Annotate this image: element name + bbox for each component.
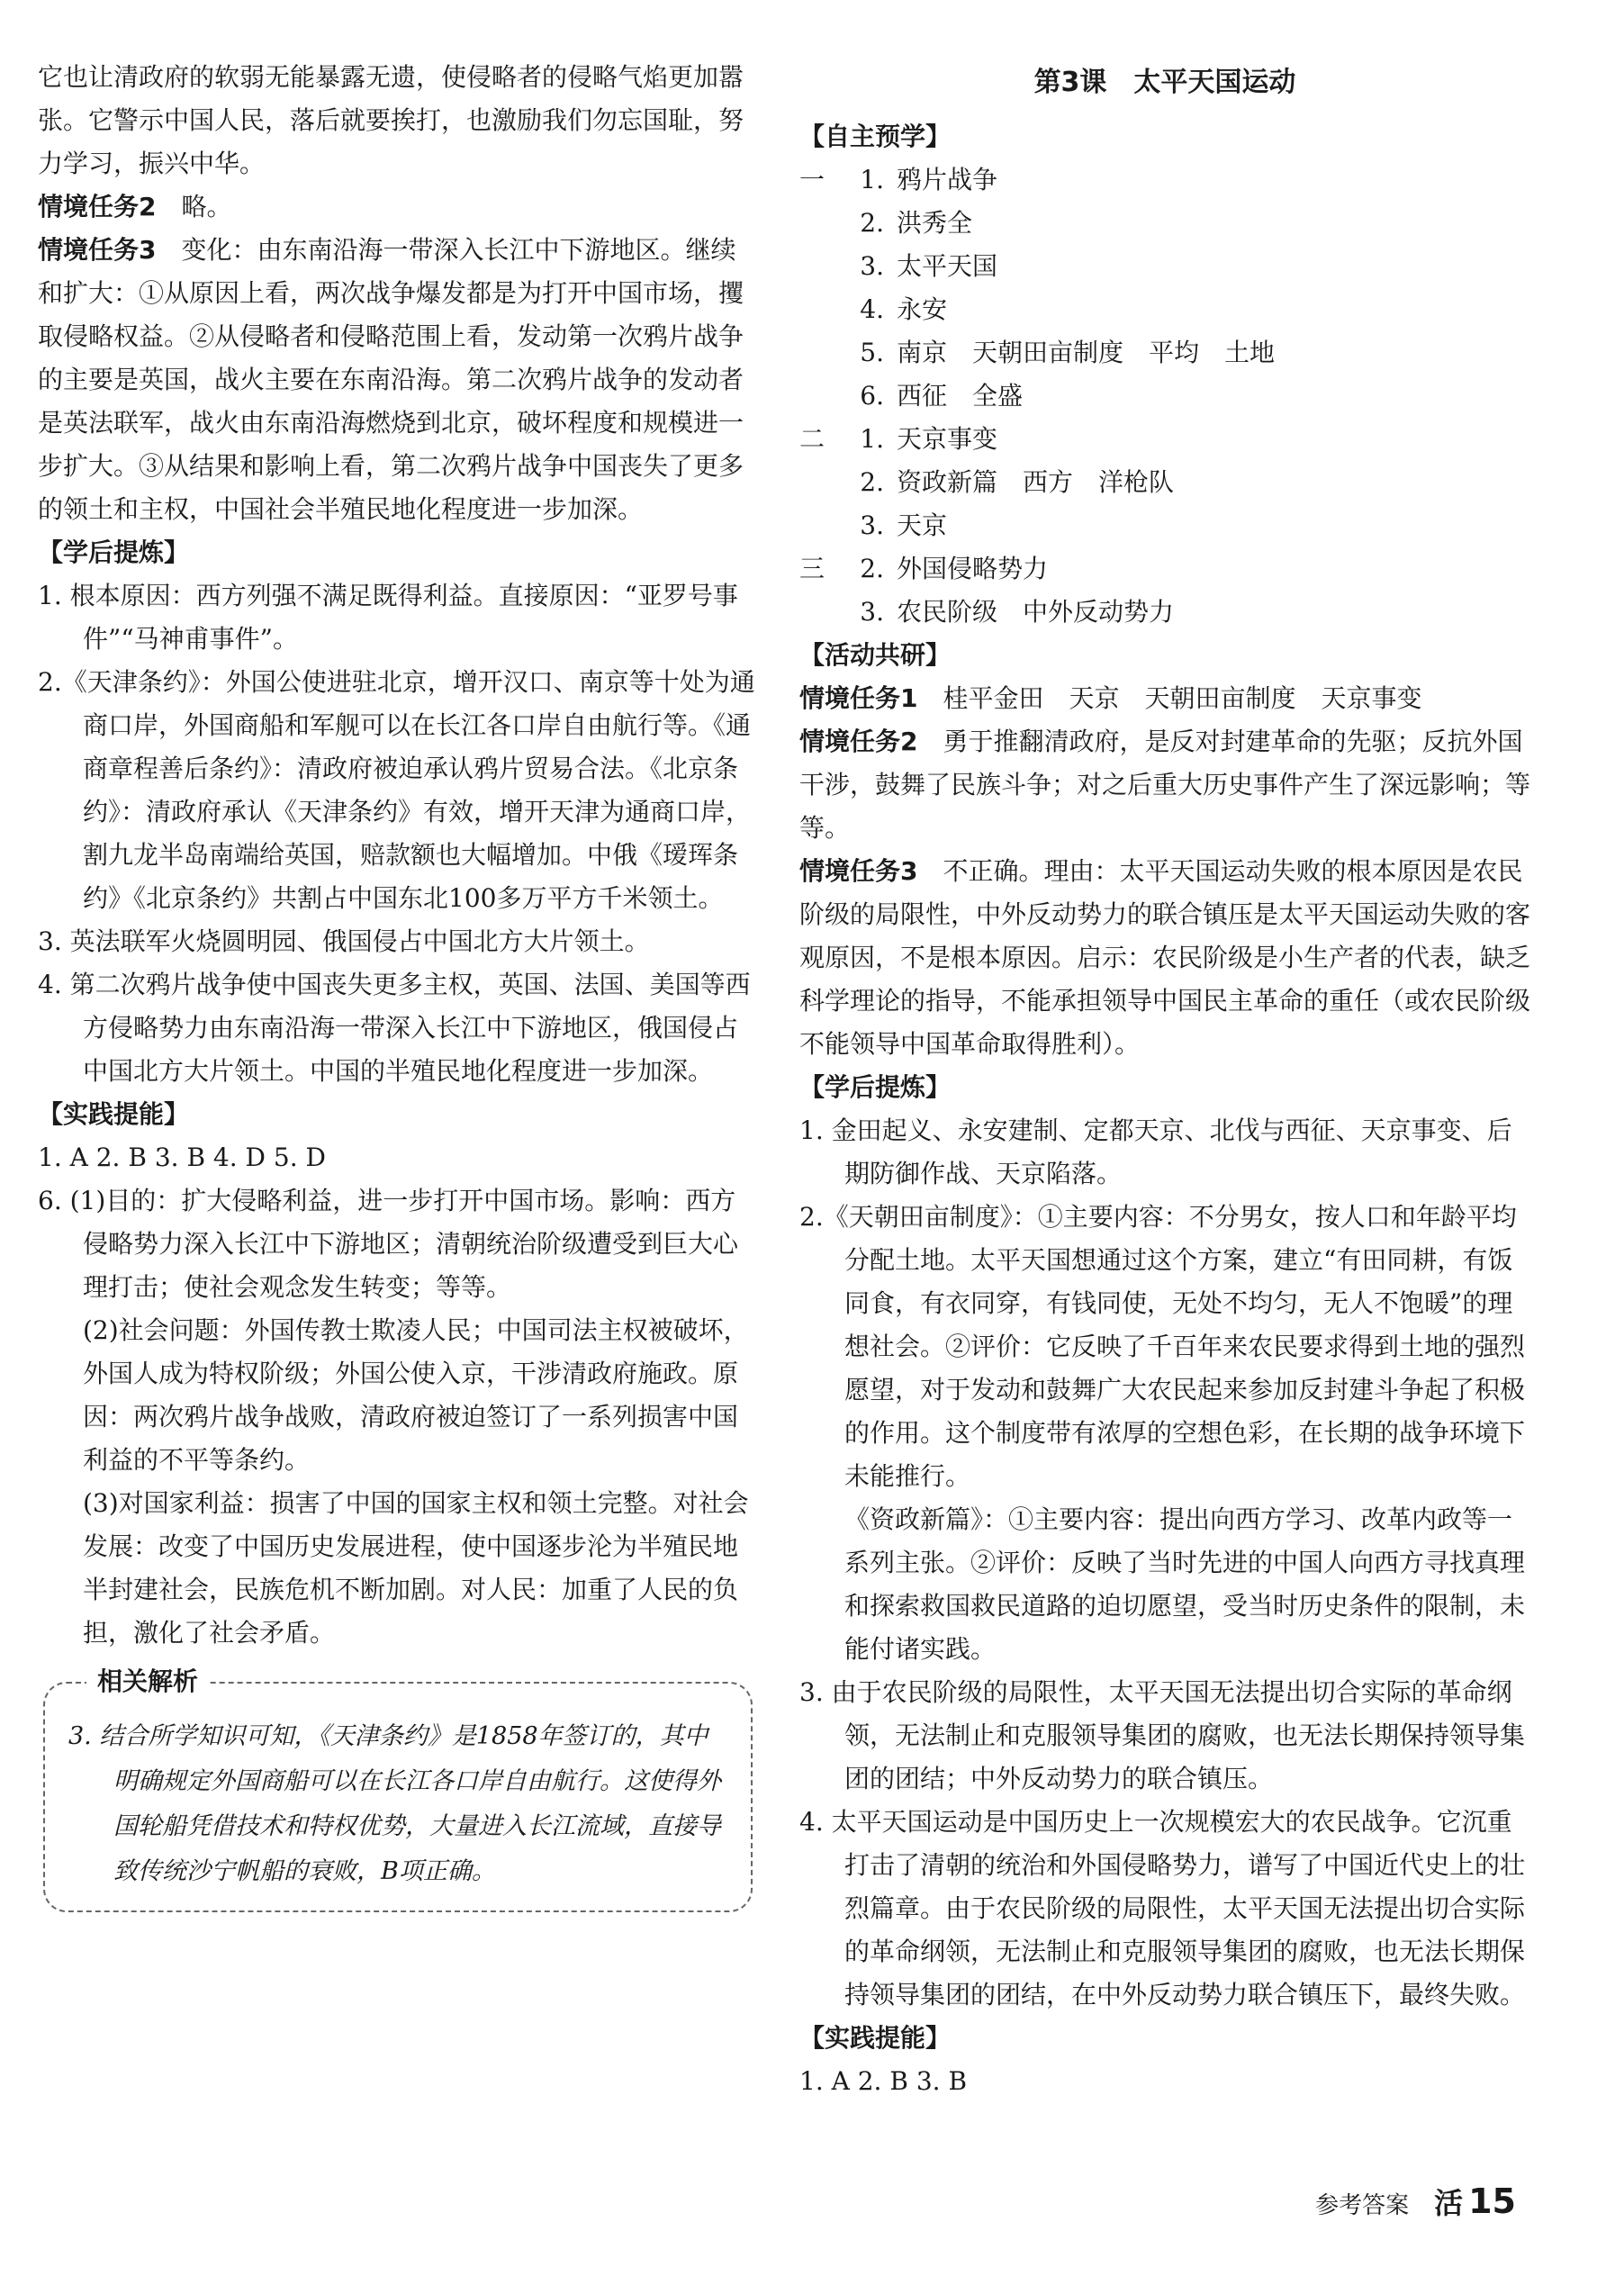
- list-item: 二 1. 天京事变: [799, 424, 998, 454]
- task1-paragraph: [799, 677, 1530, 720]
- list-item: 4. 永安: [860, 294, 948, 324]
- answer-item: 4. 第二次鸦片战争使中国丧失更多主权，英国、法国、美国等西方侵略势力由东南沿海一带深入长江中下游地区，俄国侵占中国北方大片领土。中国的半殖民地化程度进一步加深。: [38, 970, 751, 1086]
- section-heading-shijian: 【实践提能】: [799, 2023, 952, 2053]
- analysis-box: [43, 1666, 753, 1912]
- list-item: 3. 太平天国: [860, 251, 998, 281]
- task-label: 情境任务1: [799, 683, 918, 713]
- preview-list: [799, 158, 1530, 634]
- page-footer: [1315, 2181, 1516, 2222]
- section-heading-xuehou: 【学后提炼】: [799, 1072, 952, 1102]
- answer-item: 1. 金田起义、永安建制、定都天京、北伐与西征、天京事变、后期防御作战、天京陷落。: [799, 1115, 1512, 1188]
- answer-item: 6. (1)目的：扩大侵略利益，进一步打开中国市场。影响：西方侵略势力深入长江中下游地区；清朝统治阶级遭受到巨大心理打击；使社会观念发生转变；等等。: [38, 1186, 739, 1302]
- answer-item: 1. 根本原因：西方列强不满足既得利益。直接原因：“亚罗号事件”“马神甫事件”。: [38, 581, 738, 654]
- list-item: 三 2. 外国侵略势力: [799, 554, 1049, 583]
- task3-paragraph: [799, 850, 1530, 1066]
- footer-brand: 活: [1434, 2186, 1464, 2220]
- intro-paragraph: 它也让清政府的软弱无能暴露无遗，使侵略者的侵略气焰更加嚣张。它警示中国人民，落后就要挨打，也激励我们勿忘国耻，努力学习，振兴中华。: [38, 62, 744, 178]
- task2-paragraph: [799, 720, 1530, 850]
- list-item: 5. 南京 天朝田亩制度 平均 土地: [860, 338, 1276, 367]
- answer-subitem: (3)对国家利益：损害了中国的国家主权和领土完整。对社会发展：改变了中国历史发展进程，使中国逐步沦为半殖民地半封建社会，民族危机不断加剧。对人民：加重了人民的负担，激化了社会矛盾。: [83, 1488, 749, 1648]
- answer-item: 3. 由于农民阶级的局限性，太平天国无法提出切合实际的革命纲领，无法制止和克服领导集团的腐败，也无法长期保持领导集团的团结；中外反动势力的联合镇压。: [799, 1677, 1526, 1793]
- page-number: 15: [1468, 2181, 1516, 2221]
- list-item: 6. 西征 全盛: [860, 381, 1024, 411]
- answer-item: 2.《天朝田亩制度》：①主要内容：不分男女，按人口和年龄平均分配土地。太平天国想通过这个方案，建立“有田同耕，有饭同食，有衣同穿，有钱同使，无处不均匀，无人不饱暖”的理想社会。②评价：它反映了千百年来农民要求得到土地的强烈愿望，对于发动和鼓舞广大农民起来参加反封建斗争起了积极的作用。这个制度带有浓厚的空想色彩，在长期的战争环境下未能推行。: [799, 1202, 1526, 1491]
- answer-item: 3. 英法联军火烧圆明园、俄国侵占中国北方大片领土。: [38, 926, 650, 956]
- answer-item: 2.《天津条约》：外国公使进驻北京，增开汉口、南京等十处为通商口岸，外国商船和军舰可以在长江各口岸自由航行等。《通商章程善后条约》：清政府被迫承认鸦片贸易合法。《北京条约》：清政府承认《天津条约》有效，增开天津为通商口岸，割九龙半岛南端给英国，赔款额也大幅增加。中俄《瑷珲条约》《北京条约》共割占中国东北100多万平方千米领土。: [38, 667, 755, 913]
- list-item: 2. 资政新篇 西方 洋枪队: [860, 467, 1175, 497]
- task-text: 桂平金田 天京 天朝田亩制度 天京事变: [943, 683, 1422, 713]
- task-label: 情境任务3: [799, 856, 918, 886]
- section-heading-huodong: 【活动共研】: [799, 640, 952, 670]
- answer-subitem: 《资政新篇》：①主要内容：提出向西方学习、改革内政等一系列主张。②评价：反映了当时先进的中国人向西方寻找真理和探索救国救民道路的迫切愿望，受当时历史条件的限制，未能付诸实践。: [844, 1504, 1526, 1664]
- section-heading-shijian: 【实践提能】: [38, 1099, 190, 1129]
- list-item: 3. 农民阶级 中外反动势力: [860, 597, 1175, 627]
- task-text: 略。: [181, 192, 232, 221]
- section-heading-xuehou: 【学后提炼】: [38, 537, 190, 567]
- mc-answers: 1. A 2. B 3. B 4. D 5. D: [38, 1143, 326, 1172]
- lesson-title: 第3课 太平天国运动: [1033, 67, 1296, 98]
- section-heading-yuxi: 【自主预学】: [799, 122, 952, 151]
- task-text: 勇于推翻清政府，是反对封建革命的先驱；反抗外国干涉，鼓舞了民族斗争；对之后重大历史事件产生了深远影响；等等。: [799, 727, 1531, 843]
- mc-answers: 1. A 2. B 3. B: [799, 2066, 968, 2096]
- answer-item: 4. 太平天国运动是中国历史上一次规模宏大的农民战争。它沉重打击了清朝的统治和外国侵略势力，谱写了中国近代史上的壮烈篇章。由于农民阶级的局限性，太平天国无法提出切合实际的革命纲领，无法制止和克服领导集团的腐败，也无法长期保持领导集团的团结，在中外反动势力联合镇压下，最终失败。: [799, 1807, 1526, 2010]
- right-column: [799, 56, 1530, 2103]
- task-label: 情境任务2: [799, 727, 918, 756]
- analysis-text: 3. 结合所学知识可知，《天津条约》是1858年签订的，其中明确规定外国商船可以在长江各口岸自由航行。这使得外国轮船凭借技术和特权优势，大量进入长江流域，直接导致传统沙宁帆船的衰败，B项正确。: [68, 1722, 721, 1885]
- task3-paragraph: [38, 229, 758, 531]
- analysis-title: 相关解析: [86, 1664, 209, 1700]
- list-item: 3. 天京: [860, 510, 948, 540]
- answer-subitem: (2)社会问题：外国传教士欺凌人民；中国司法主权被破坏，外国人成为特权阶级；外国公使入京，干涉清政府施政。原因：两次鸦片战争战败，清政府被迫签订了一系列损害中国利益的不平等条约。: [83, 1315, 749, 1475]
- task2-paragraph: [38, 185, 758, 229]
- left-column: [38, 56, 758, 1912]
- task-text: 变化：由东南沿海一带深入长江中下游地区。继续和扩大：①从原因上看，两次战争爆发都是为打开中国市场，攫取侵略权益。②从侵略者和侵略范围上看，发动第一次鸦片战争的主要是英国，战火主要在东南沿海。第二次鸦片战争的发动者是英法联军，战火由东南沿海燃烧到北京，破坏程度和规模进一步扩大。③从结果和影响上看，第二次鸦片战争中国丧失了更多的领土和主权，中国社会半殖民地化程度进一步加深。: [38, 235, 744, 524]
- footer-label: 参考答案: [1315, 2192, 1410, 2219]
- task-label: 情境任务3: [38, 235, 157, 265]
- task-text: 不正确。理由：太平天国运动失败的根本原因是农民阶级的局限性，中外反动势力的联合镇压是太平天国运动失败的客观原因，不是根本原因。启示：农民阶级是小生产者的代表，缺乏科学理论的指导，不能承担领导中国民主革命的重任（或农民阶级不能领导中国革命取得胜利）。: [799, 856, 1531, 1059]
- list-item: 一 1. 鸦片战争: [799, 165, 998, 194]
- task-label: 情境任务2: [38, 192, 157, 221]
- list-item: 2. 洪秀全: [860, 208, 973, 238]
